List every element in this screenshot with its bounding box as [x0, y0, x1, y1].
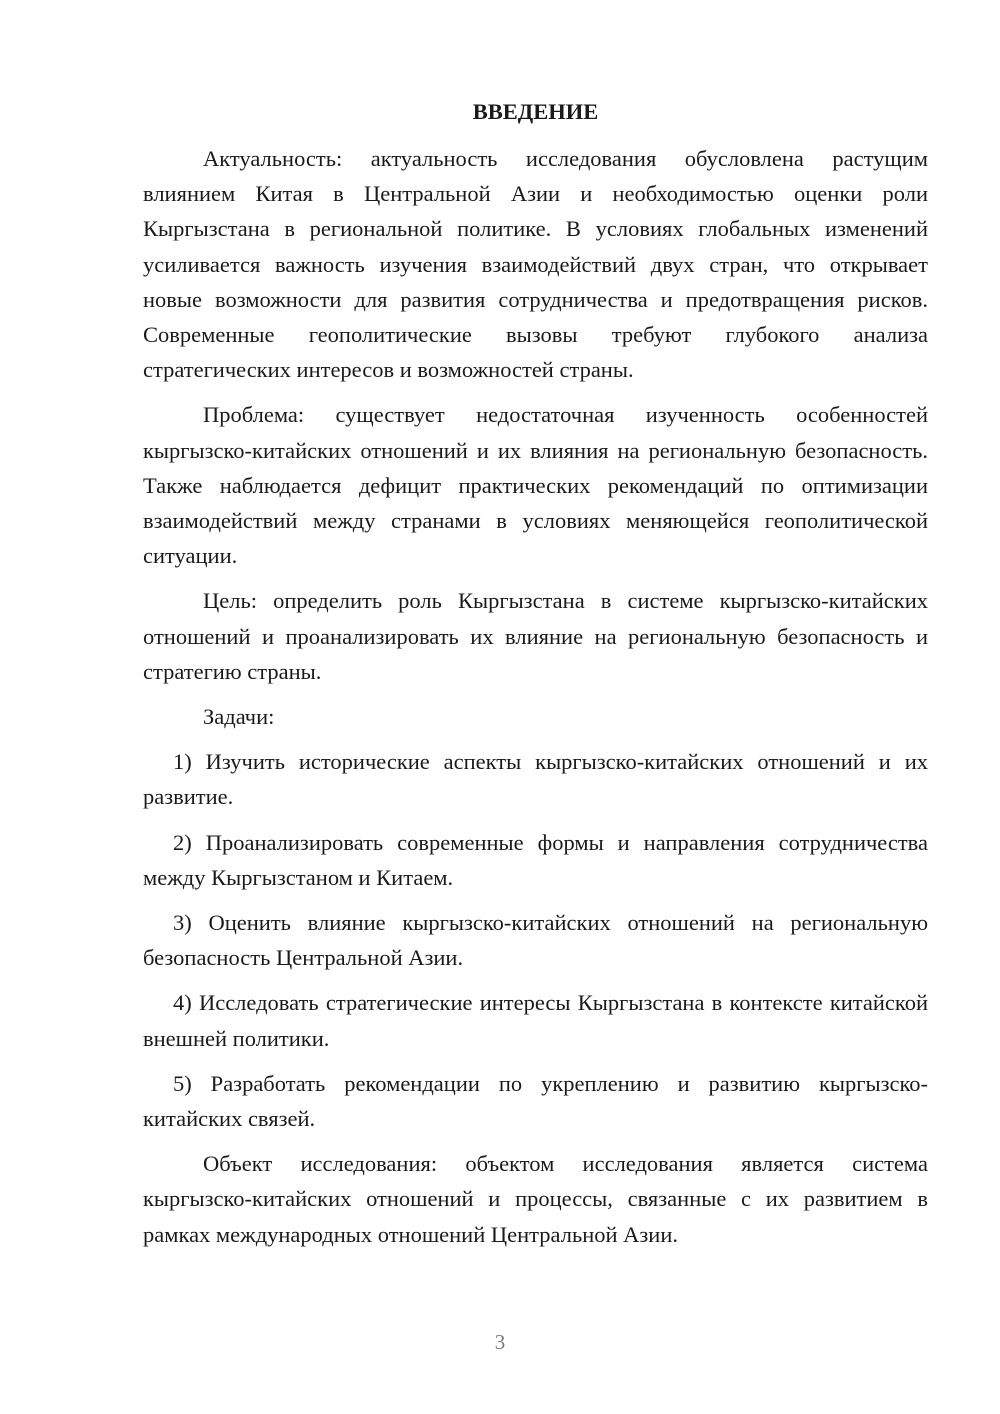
task-item-4: 4) Исследовать стратегические интересы Кыргызстана в контексте китайской внешней политики.	[143, 990, 928, 1051]
goal-paragraph: Цель: определить роль Кыргызстана в системе кыргызско-китайских отношений и проанализировать их влияние на региональную безопасность и стратегию страны.	[143, 588, 928, 684]
relevance-paragraph: Актуальность: актуальность исследования обусловлена растущим влиянием Китая в Центральной Азии и необходимостью оценки роли Кыргызстана в региональной политике. В условиях глобальных изменений усиливается важность изучения взаимодействий двух стран, что открывает новые возможности для развития сотрудничества и предотвращения рисков. Современные геополитические вызовы требуют глубокого анализа стратегических интересов и возможностей страны.	[143, 146, 928, 383]
page-content	[143, 94, 928, 1262]
task-item-3: 3) Оценить влияние кыргызско-китайских отношений на региональную безопасность Центральной Азии.	[143, 910, 928, 971]
task-item-1: 1) Изучить исторические аспекты кыргызско-китайских отношений и их развитие.	[143, 749, 928, 810]
section-title: ВВЕДЕНИЕ	[472, 99, 599, 124]
object-paragraph: Объект исследования: объектом исследования является система кыргызско-китайских отношений и процессы, связанные с их развитием в рамках международных отношений Центральной Азии.	[143, 1151, 928, 1247]
problem-paragraph: Проблема: существует недостаточная изученность особенностей кыргызско-китайских отношений и их влияния на региональную безопасность. Также наблюдается дефицит практических рекомендаций по оптимизации взаимодействий между странами в условиях меняющейся геополитической ситуации.	[143, 402, 928, 569]
tasks-heading: Задачи:	[203, 704, 275, 730]
page-number: 3	[494, 1330, 506, 1354]
task-item-5: 5) Разработать рекомендации по укреплению и развитию кыргызско-китайских связей.	[143, 1070, 928, 1132]
task-item-2: 2) Проанализировать современные формы и направления сотрудничества между Кыргызстаном и Китаем.	[143, 829, 928, 890]
